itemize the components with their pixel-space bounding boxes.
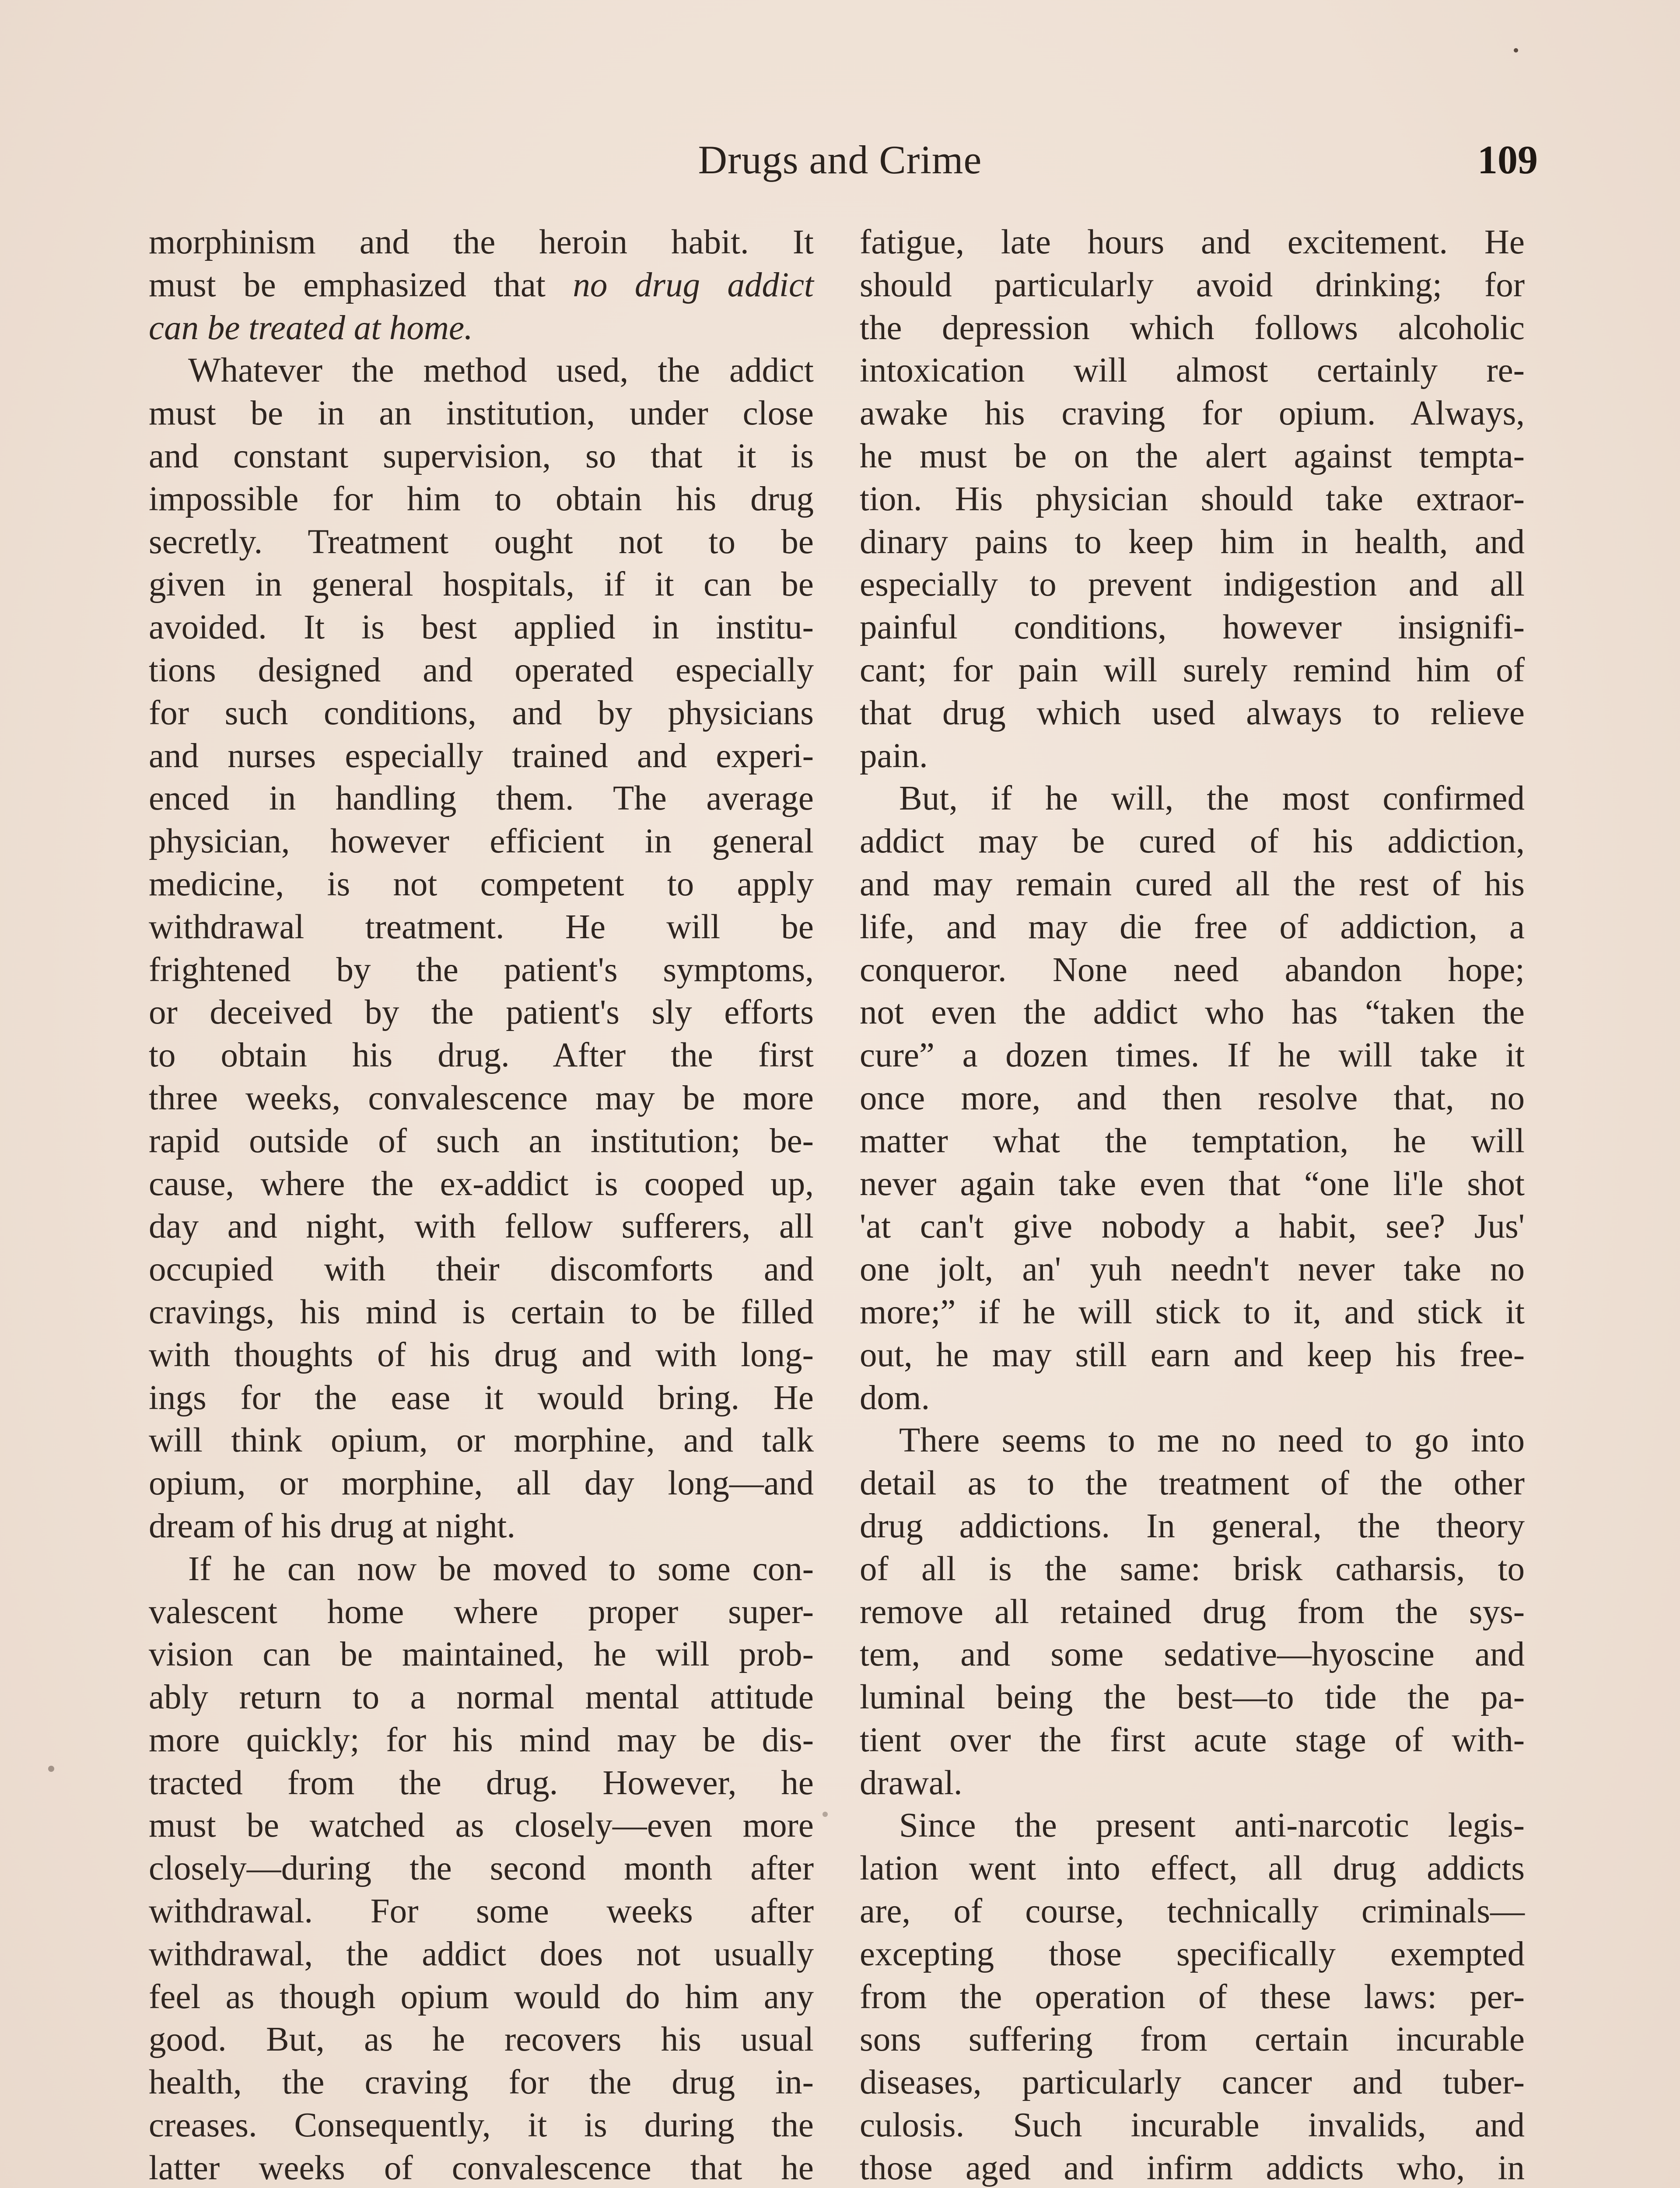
emphasized-text: no drug addict — [573, 266, 814, 304]
line-text: to obtain his drug. After the first — [149, 1036, 814, 1075]
line-text: that drug which used always to relieve — [860, 694, 1525, 732]
text-line — [149, 1890, 814, 1933]
line-text: latter weeks of convalescence that he — [149, 2149, 814, 2187]
text-line — [860, 2061, 1525, 2104]
text-line — [149, 991, 814, 1034]
text-line — [860, 1377, 1525, 1420]
text-line — [149, 349, 814, 392]
text-line — [149, 435, 814, 478]
text-line — [860, 820, 1525, 863]
text-line — [149, 1847, 814, 1890]
line-text: closely—during the second month after — [149, 1849, 814, 1888]
text-line — [149, 1676, 814, 1719]
text-line — [860, 521, 1525, 564]
line-text: awake his craving for opium. Always, — [860, 394, 1525, 433]
text-line — [860, 1419, 1525, 1462]
line-text: sons suffering from certain incurable — [860, 2020, 1525, 2059]
paper-speck — [48, 1766, 54, 1772]
line-text: secretly. Treatment ought not to be — [149, 522, 814, 561]
line-text: culosis. Such incurable invalids, and — [860, 2106, 1525, 2145]
line-text: cause, where the ex-addict is cooped up, — [149, 1164, 814, 1203]
paper-speck — [1514, 48, 1518, 53]
line-text: must be in an institution, under close — [149, 394, 814, 433]
line-text: those aged and infirm addicts who, in — [860, 2149, 1525, 2187]
text-line — [149, 1933, 814, 1976]
line-text: There seems to me no need to go into — [899, 1421, 1525, 1460]
line-text: out, he may still earn and keep his free- — [860, 1336, 1525, 1374]
text-line — [149, 478, 814, 521]
line-text: health, the craving for the drug in- — [149, 2063, 814, 2102]
paper-speck — [822, 1812, 828, 1817]
text-line — [860, 777, 1525, 820]
line-text: tem, and some sedative—hyoscine and — [860, 1635, 1525, 1674]
line-text: should particularly avoid drinking; for — [860, 266, 1525, 304]
text-line — [149, 1077, 814, 1120]
line-text: matter what the temptation, he will — [860, 1122, 1525, 1160]
text-line — [860, 1163, 1525, 1206]
line-text: opium, or morphine, all day long—and — [149, 1464, 814, 1503]
line-text: once more, and then resolve that, no — [860, 1079, 1525, 1117]
text-line — [860, 1120, 1525, 1163]
line-text: feel as though opium would do him any — [149, 1978, 814, 2016]
right-text-column — [860, 221, 1525, 2188]
text-line — [860, 478, 1525, 521]
line-text: excepting those specifically exempted — [860, 1935, 1525, 1973]
line-text: ably return to a normal mental attitude — [149, 1678, 814, 1717]
line-text: medicine, is not competent to apply — [149, 865, 814, 903]
text-line — [860, 1719, 1525, 1762]
line-text: and constant supervision, so that it is — [149, 437, 814, 475]
line-text: more quickly; for his mind may be dis- — [149, 1721, 814, 1759]
line-text: conqueror. None need abandon hope; — [860, 950, 1525, 989]
line-text: dream of his drug at night. — [149, 1507, 516, 1545]
text-line — [860, 649, 1525, 692]
line-text: Since the present anti-narcotic legis- — [899, 1806, 1525, 1845]
line-text: more;” if he will stick to it, and stick it — [860, 1293, 1525, 1331]
line-text: and nurses especially trained and experi- — [149, 736, 814, 775]
line-text: painful conditions, however insignifi- — [860, 608, 1525, 647]
line-text: impossible for him to obtain his drug — [149, 480, 814, 518]
text-line — [860, 563, 1525, 606]
line-text: If he can now be moved to some con- — [188, 1550, 814, 1588]
text-line — [149, 264, 814, 307]
line-text: pain. — [860, 736, 928, 775]
text-line — [860, 2018, 1525, 2061]
text-line — [149, 2061, 814, 2104]
line-text: enced in handling them. The average — [149, 779, 814, 818]
text-line — [860, 1976, 1525, 2019]
line-text: day and night, with fellow sufferers, all — [149, 1207, 814, 1246]
text-line — [149, 2104, 814, 2147]
text-line — [149, 777, 814, 820]
line-text: dinary pains to keep him in health, and — [860, 522, 1525, 561]
text-line — [149, 221, 814, 264]
text-line — [860, 1676, 1525, 1719]
text-line — [860, 2104, 1525, 2147]
page-header — [0, 131, 1680, 188]
line-text: lation went into effect, all drug addicts — [860, 1849, 1525, 1888]
text-line — [149, 563, 814, 606]
line-text: tracted from the drug. However, he — [149, 1764, 814, 1802]
text-line — [860, 2147, 1525, 2188]
text-line — [149, 906, 814, 949]
line-text: drawal. — [860, 1764, 962, 1802]
line-text: will think opium, or morphine, and talk — [149, 1421, 814, 1460]
text-line — [860, 264, 1525, 307]
line-text: detail as to the treatment of the other — [860, 1464, 1525, 1503]
line-text: luminal being the best—to tide the pa- — [860, 1678, 1525, 1717]
text-line — [149, 1976, 814, 2019]
line-text: rapid outside of such an institution; be- — [149, 1122, 814, 1160]
text-line — [149, 1163, 814, 1206]
line-text: morphinism and the heroin habit. It — [149, 223, 814, 261]
line-text: given in general hospitals, if it can be — [149, 565, 814, 604]
text-line — [860, 349, 1525, 392]
line-text: diseases, particularly cancer and tuber- — [860, 2063, 1525, 2102]
text-line — [860, 1034, 1525, 1077]
line-text: creases. Consequently, it is during the — [149, 2106, 814, 2145]
text-line — [149, 392, 814, 435]
text-line — [149, 1034, 814, 1077]
page-number: 109 — [1477, 137, 1538, 182]
text-line — [860, 606, 1525, 649]
text-line — [860, 1804, 1525, 1847]
line-text: ings for the ease it would bring. He — [149, 1378, 814, 1417]
line-text: cravings, his mind is certain to be filled — [149, 1293, 814, 1331]
line-text: withdrawal. For some weeks after — [149, 1892, 814, 1931]
line-text: are, of course, technically criminals— — [860, 1892, 1525, 1931]
text-line — [149, 1377, 814, 1420]
text-line — [860, 1548, 1525, 1591]
emphasized-text: can be treated at home. — [149, 309, 473, 347]
text-line — [149, 1334, 814, 1377]
text-line — [149, 863, 814, 906]
text-line — [149, 521, 814, 564]
line-text: dom. — [860, 1378, 930, 1417]
text-line — [149, 820, 814, 863]
line-text: especially to prevent indigestion and all — [860, 565, 1525, 604]
line-text: he must be on the alert against tempta- — [860, 437, 1525, 475]
text-line — [149, 1804, 814, 1847]
text-line — [149, 1205, 814, 1248]
text-line — [860, 692, 1525, 735]
line-text: drug addictions. In general, the theory — [860, 1507, 1525, 1545]
text-line — [149, 1633, 814, 1676]
line-text: addict may be cured of his addiction, — [860, 822, 1525, 861]
text-line — [149, 1248, 814, 1291]
line-text: occupied with their discomforts and — [149, 1250, 814, 1289]
line-text: 'at can't give nobody a habit, see? Jus' — [860, 1207, 1525, 1246]
text-line — [149, 1548, 814, 1591]
line-text: fatigue, late hours and excitement. He — [860, 223, 1525, 261]
line-text: never again take even that “one li'le shot — [860, 1164, 1525, 1203]
line-text: withdrawal treatment. He will be — [149, 908, 814, 946]
text-line — [860, 1205, 1525, 1248]
line-text: tient over the first acute stage of with- — [860, 1721, 1525, 1759]
text-line — [860, 1505, 1525, 1548]
text-line — [149, 1719, 814, 1762]
text-line — [149, 1419, 814, 1462]
line-text: tion. His physician should take extraor- — [860, 480, 1525, 518]
text-line — [860, 1462, 1525, 1505]
text-line — [860, 1633, 1525, 1676]
line-text: withdrawal, the addict does not usually — [149, 1935, 814, 1973]
line-text: the depression which follows alcoholic — [860, 309, 1525, 347]
line-text: one jolt, an' yuh needn't never take no — [860, 1250, 1525, 1289]
line-text: Whatever the method used, the addict — [188, 351, 814, 390]
text-line — [149, 649, 814, 692]
text-line — [860, 1291, 1525, 1334]
text-line — [149, 606, 814, 649]
text-line — [149, 1505, 814, 1548]
line-text: not even the addict who has “taken the — [860, 993, 1525, 1032]
line-text: cant; for pain will surely remind him of — [860, 651, 1525, 689]
text-line — [149, 1120, 814, 1163]
text-line — [149, 1591, 814, 1634]
line-text: tions designed and operated especially — [149, 651, 814, 689]
text-line — [860, 991, 1525, 1034]
text-line — [860, 1334, 1525, 1377]
text-line — [860, 949, 1525, 992]
text-line — [860, 1890, 1525, 1933]
line-text: with thoughts of his drug and with long- — [149, 1336, 814, 1374]
line-text: remove all retained drug from the sys- — [860, 1592, 1525, 1631]
line-text: from the operation of these laws: per- — [860, 1978, 1525, 2016]
text-line — [149, 307, 814, 350]
line-text: for such conditions, and by physicians — [149, 694, 814, 732]
line-text: But, if he will, the most confirmed — [899, 779, 1525, 818]
line-text: must be emphasized that — [149, 266, 573, 304]
line-text: intoxication will almost certainly re- — [860, 351, 1525, 390]
text-line — [860, 392, 1525, 435]
text-line — [860, 1762, 1525, 1805]
line-text: life, and may die free of addiction, a — [860, 908, 1525, 946]
text-line — [149, 949, 814, 992]
line-text: or deceived by the patient's sly efforts — [149, 993, 814, 1032]
left-text-column — [149, 221, 814, 2188]
text-line — [860, 1248, 1525, 1291]
text-line — [860, 735, 1525, 778]
running-head: Drugs and Crime — [698, 137, 982, 182]
text-line — [149, 1762, 814, 1805]
text-line — [149, 2147, 814, 2188]
text-line — [149, 1291, 814, 1334]
line-text: three weeks, convalescence may be more — [149, 1079, 814, 1117]
text-line — [860, 307, 1525, 350]
line-text: of all is the same: brisk catharsis, to — [860, 1550, 1525, 1588]
text-line — [860, 1591, 1525, 1634]
line-text: avoided. It is best applied in institu- — [149, 608, 814, 647]
text-line — [860, 435, 1525, 478]
text-line — [860, 1933, 1525, 1976]
text-line — [149, 692, 814, 735]
text-line — [860, 1077, 1525, 1120]
line-text: good. But, as he recovers his usual — [149, 2020, 814, 2059]
line-text: cure” a dozen times. If he will take it — [860, 1036, 1525, 1075]
line-text: and may remain cured all the rest of his — [860, 865, 1525, 903]
line-text: valescent home where proper super- — [149, 1592, 814, 1631]
text-line — [149, 1462, 814, 1505]
text-line — [149, 735, 814, 778]
text-line — [149, 2018, 814, 2061]
text-line — [860, 1847, 1525, 1890]
text-line — [860, 863, 1525, 906]
text-line — [860, 906, 1525, 949]
line-text: frightened by the patient's symptoms, — [149, 950, 814, 989]
text-line — [860, 221, 1525, 264]
line-text: must be watched as closely—even more — [149, 1806, 814, 1845]
line-text: vision can be maintained, he will prob- — [149, 1635, 814, 1674]
line-text: physician, however efficient in general — [149, 822, 814, 861]
